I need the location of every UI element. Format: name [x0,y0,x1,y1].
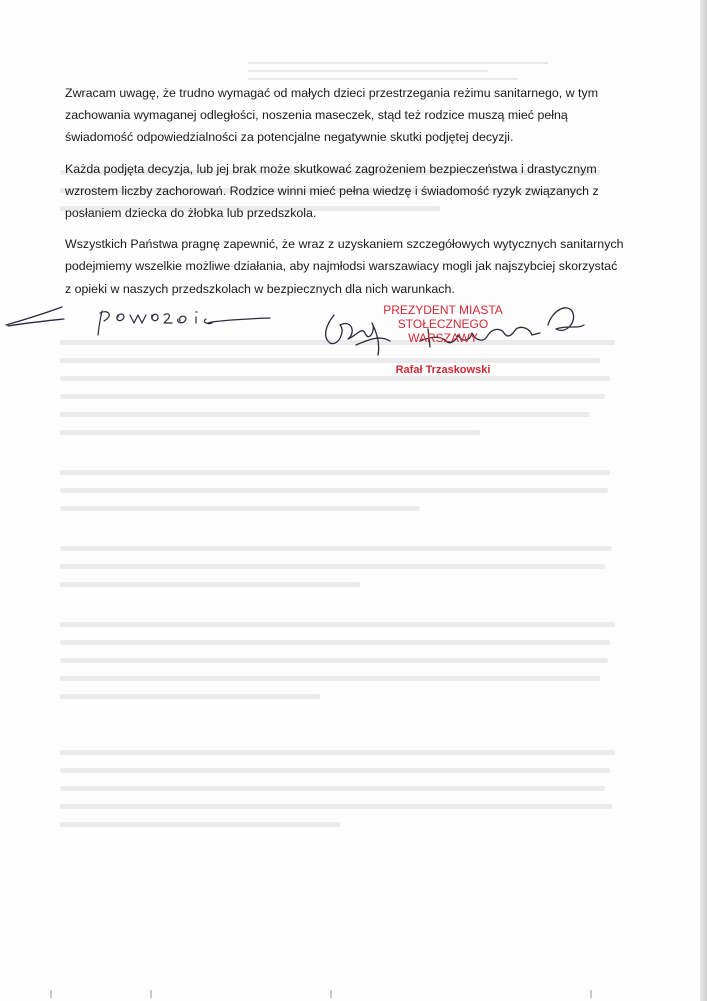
handwritten-note [98,311,270,335]
paragraph-sanitary-regime: Zwracam uwagę, że trudno wymagać od małych dzieci przestrzegania reżimu sanitarnego, w tym zachowania wymaganej odległości, noszenia maseczek, stąd też rodzice muszą mieć pełną świadomość odpowiedzialności za potencjalne negatywnie skutki podjętej decyzji. [65,86,599,145]
official-stamp [368,303,518,377]
handwritten-arrow [6,307,64,326]
scan-edge-marks [30,990,690,998]
paragraph-assurance: Wszystkich Państwa pragnę zapewnić, że wraz z uzyskaniem szczegółowych wytycznych sanitarnych podejmiemy wszelkie możliwe działania, aby najmłodsi warszawiacy mogli jak najszybciej skorzystać z opieki w naszych przedszkolach w bezpiecznych dla nich warunkach. [65,237,624,296]
paragraph-decision-risk: Każda podjęta decyzja, lub jej brak może skutkować zagrożeniem bezpieczeństwa i drastycznym wzrostem liczby zachorowań. Rodzice winni mieć pełna wiedzę i świadomość ryzyk związanych z posłaniem dziecka do żłobka lub przedszkola. [65,161,599,221]
stamp-title-line1: PREZYDENT MIASTA [383,303,503,317]
stamp-title-line2: STOŁECZNEGO WARSZAWY [397,317,489,345]
stamp-signatory-name: Rafał Trzaskowski [395,364,491,376]
letter-body [65,82,625,309]
signature-block [0,285,700,395]
handwritten-marks [0,285,700,395]
page-edge-shadow [700,0,707,1001]
